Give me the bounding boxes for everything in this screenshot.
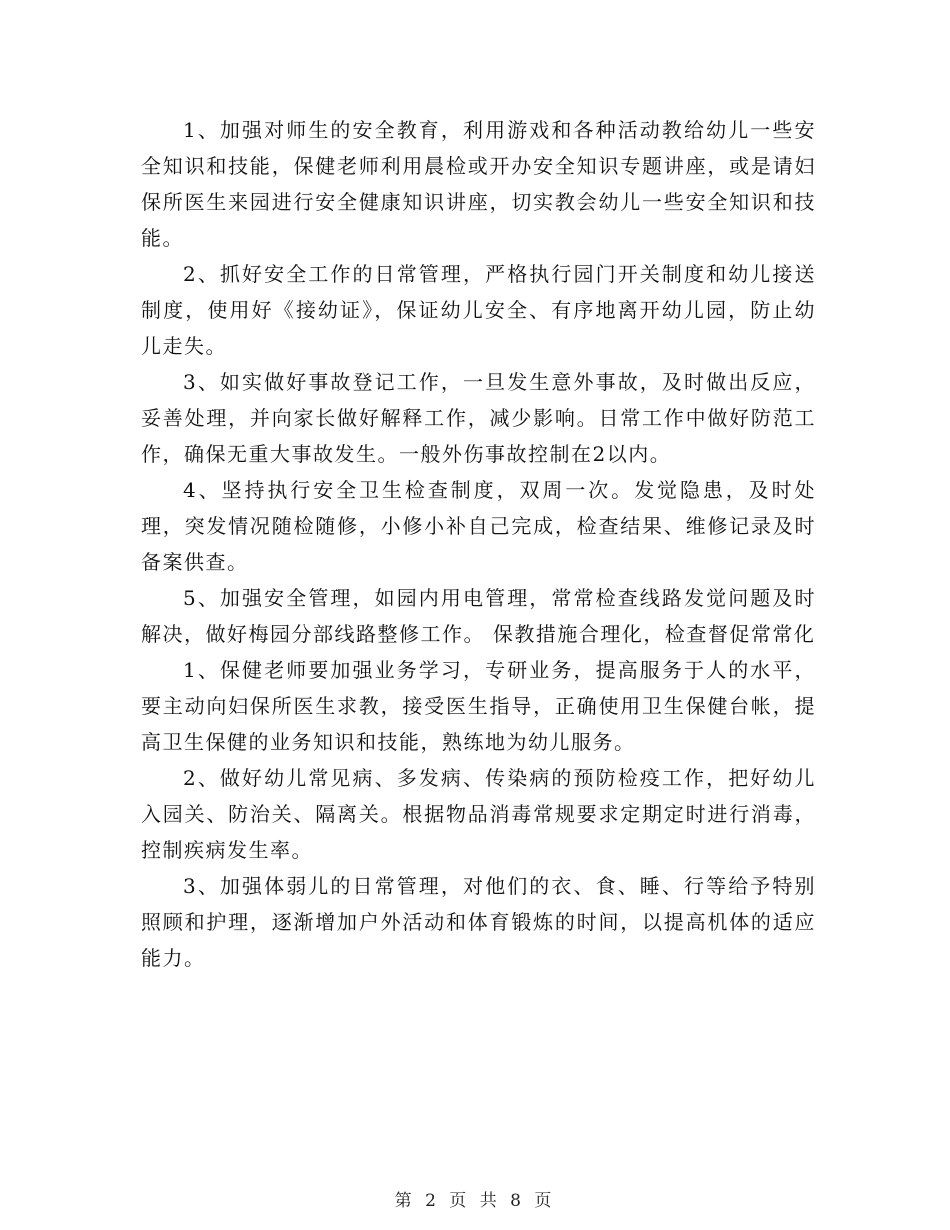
- document-body: [141, 112, 816, 976]
- paragraph-safety-education: 1、加强对师生的安全教育，利用游戏和各种活动教给幼儿一些安全知识和技能，保健老师利用晨检或开办安全知识专题讲座，或是请妇保所医生来园进行安全健康知识讲座，切实教会幼儿一些安全知识和技能。: [141, 118, 816, 250]
- paragraph-accident-registration: 3、如实做好事故登记工作，一旦发生意外事故，及时做出反应，妥善处理，并向家长做好解释工作，减少影响。日常工作中做好防范工作，确保无重大事故发生。一般外伤事故控制在2以内。: [141, 370, 816, 466]
- paragraph-weak-children-care: 3、加强体弱儿的日常管理，对他们的衣、食、睡、行等给予特别照顾和护理，逐渐增加户外活动和体育锻炼的时间，以提高机体的适应能力。: [141, 874, 816, 970]
- paragraph-safety-inspection: 4、坚持执行安全卫生检查制度，双周一次。发觉隐患，及时处理，突发情况随检随修，小修小补自己完成，检查结果、维修记录及时备案供查。: [141, 478, 816, 574]
- paragraph-disease-prevention: 2、做好幼儿常见病、多发病、传染病的预防检疫工作，把好幼儿入园关、防治关、隔离关。根据物品消毒常规要求定期定时进行消毒，控制疾病发生率。: [141, 766, 816, 862]
- paragraph-daily-management: 2、抓好安全工作的日常管理，严格执行园门开关制度和幼儿接送制度，使用好《接幼证》，保证幼儿安全、有序地离开幼儿园，防止幼儿走失。: [141, 262, 816, 358]
- paragraph-health-teacher-study: 1、保健老师要加强业务学习，专研业务，提高服务于人的水平，要主动向妇保所医生求教，接受医生指导，正确使用卫生保健台帐，提高卫生保健的业务知识和技能，熟练地为幼儿服务。: [141, 658, 816, 754]
- paragraph-safety-management: 5、加强安全管理，如园内用电管理，常常检查线路发觉问题及时解决，做好梅园分部线路整修工作。 保教措施合理化，检查督促常常化: [141, 586, 816, 646]
- page-footer: 第 2 页 共 8 页: [394, 1191, 556, 1211]
